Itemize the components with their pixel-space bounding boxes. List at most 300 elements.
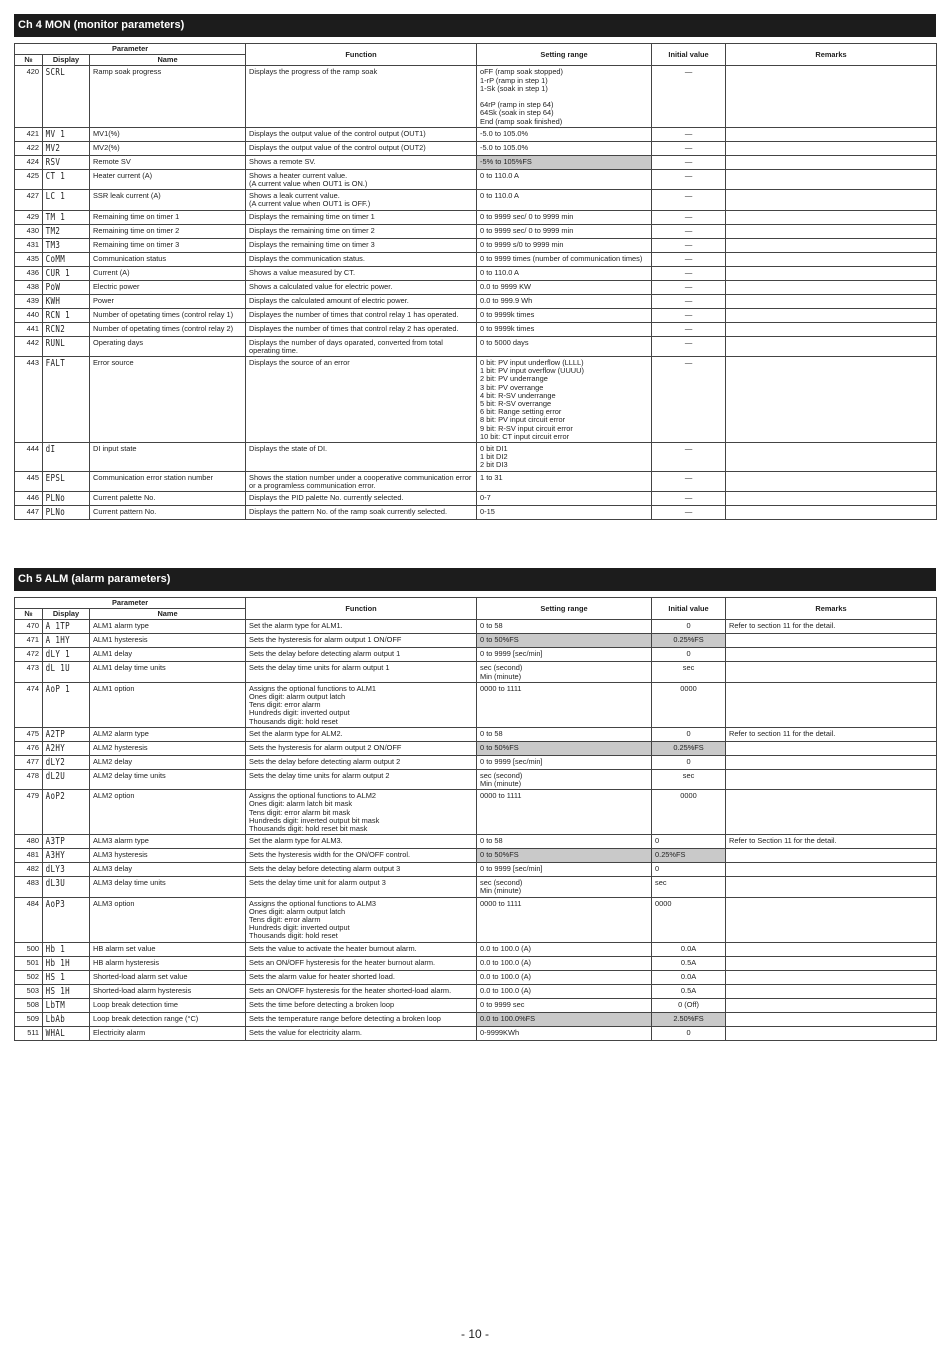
parameter-function: Displays the state of DI. <box>246 443 477 472</box>
parameter-number: 475 <box>15 727 43 741</box>
parameter-initial-value: 2.50%FS <box>652 1012 726 1026</box>
parameter-initial-value: — <box>652 471 726 491</box>
parameter-remarks <box>726 492 937 506</box>
parameter-display-code: CUR 1 <box>43 266 78 280</box>
parameter-function: Displays the PID palette No. currently selected. <box>246 492 477 506</box>
table-row <box>15 471 937 491</box>
table-row <box>15 877 937 897</box>
parameter-number: 444 <box>15 443 43 472</box>
parameter-name: ALM2 delay <box>90 755 246 769</box>
parameter-function: Displays the output value of the control output (OUT1) <box>246 127 477 141</box>
table-row <box>15 336 937 356</box>
parameter-name: Heater current (A) <box>90 169 246 189</box>
function-header: Function <box>246 598 477 620</box>
parameter-setting-range: -5.0 to 105.0% <box>477 141 652 155</box>
ch4-section-header: Ch 4 MON (monitor parameters) <box>14 14 936 37</box>
parameter-name: Remote SV <box>90 155 246 169</box>
table-row <box>15 956 937 970</box>
parameter-function: Sets an ON/OFF hysteresis for the heater shorted-load alarm. <box>246 984 477 998</box>
parameter-function: Sets the alarm value for heater shorted load. <box>246 970 477 984</box>
parameter-remarks <box>726 956 937 970</box>
parameter-display-code: TM 1 <box>43 210 78 224</box>
parameter-initial-value: — <box>652 155 726 169</box>
parameter-remarks <box>726 682 937 727</box>
parameter-remarks: Refer to section 11 for the detail. <box>726 727 937 741</box>
parameter-setting-range: 0 to 9999 sec/ 0 to 9999 min <box>477 224 652 238</box>
parameter-remarks <box>726 634 937 648</box>
parameter-number: 502 <box>15 970 43 984</box>
parameter-setting-range: 0 to 110.0 A <box>477 169 652 189</box>
parameter-function: Displays the communication status. <box>246 252 477 266</box>
parameter-name: HB alarm hysteresis <box>90 956 246 970</box>
parameter-setting-range: 0 to 50%FS <box>477 634 652 648</box>
parameter-number: 425 <box>15 169 43 189</box>
parameter-number: 511 <box>15 1026 43 1040</box>
table-row <box>15 224 937 238</box>
parameter-function: Sets the delay time units for alarm output 2 <box>246 769 477 789</box>
parameter-name: Ramp soak progress <box>90 66 246 127</box>
parameter-name: Shorted-load alarm set value <box>90 970 246 984</box>
parameter-function: Displays the remaining time on timer 1 <box>246 210 477 224</box>
parameter-setting-range: 0 to 58 <box>477 620 652 634</box>
parameter-setting-range: 0 to 9999 [sec/min] <box>477 863 652 877</box>
parameter-display-code: MV 1 <box>43 127 78 141</box>
parameter-initial-value: 0000 <box>652 682 726 727</box>
parameter-remarks <box>726 984 937 998</box>
parameter-display-code: dL2U <box>43 769 78 789</box>
remarks-header: Remarks <box>726 44 937 66</box>
parameter-number: 477 <box>15 755 43 769</box>
parameter-remarks <box>726 190 937 210</box>
parameter-display-code: dLY 1 <box>43 648 78 662</box>
parameter-remarks <box>726 741 937 755</box>
parameter-number: 427 <box>15 190 43 210</box>
parameter-display-code: A2TP <box>43 727 78 741</box>
parameter-number: 424 <box>15 155 43 169</box>
parameter-setting-range: 0 to 9999 sec <box>477 998 652 1012</box>
parameter-number: 480 <box>15 835 43 849</box>
table-row <box>15 769 937 789</box>
parameter-display-code: RCN 1 <box>43 308 78 322</box>
parameter-number: 446 <box>15 492 43 506</box>
table-row <box>15 252 937 266</box>
parameter-display-code: dLY2 <box>43 755 78 769</box>
parameter-name: MV2(%) <box>90 141 246 155</box>
parameter-initial-value: — <box>652 506 726 520</box>
parameter-display-code: A 1HY <box>43 634 78 648</box>
parameter-setting-range: sec (second) Min (minute) <box>477 662 652 682</box>
parameter-name: Loop break detection range (°C) <box>90 1012 246 1026</box>
parameter-function: Displays the remaining time on timer 3 <box>246 238 477 252</box>
parameter-remarks <box>726 443 937 472</box>
table-row <box>15 308 937 322</box>
function-header: Function <box>246 44 477 66</box>
initial-value-header: Initial value <box>652 598 726 620</box>
number-header: № <box>15 55 43 66</box>
parameter-display-code: A3TP <box>43 835 78 849</box>
parameter-initial-value: — <box>652 280 726 294</box>
parameter-setting-range: -5% to 105%FS <box>477 155 652 169</box>
table-row <box>15 942 937 956</box>
parameter-number: 474 <box>15 682 43 727</box>
parameter-function: Assigns the optional functions to ALM3 Ones digit: alarm output latch Tens digit: error alarm Hundreds digit: inverted output Thousands digit: hold reset <box>246 897 477 942</box>
table-row <box>15 727 937 741</box>
parameter-remarks <box>726 662 937 682</box>
parameter-number: 421 <box>15 127 43 141</box>
parameter-function: Displays the number of days oparated, converted from total operating time. <box>246 336 477 356</box>
parameter-initial-value: 0 <box>652 755 726 769</box>
ch4-parameter-table <box>14 43 937 520</box>
parameter-initial-value: 0.0A <box>652 942 726 956</box>
parameter-setting-range: 0 to 9999k times <box>477 322 652 336</box>
table-row <box>15 1012 937 1026</box>
parameter-remarks <box>726 471 937 491</box>
table-row <box>15 506 937 520</box>
ch5-parameter-table <box>14 597 937 1041</box>
parameter-remarks <box>726 942 937 956</box>
parameter-function: Sets the delay time units for alarm output 1 <box>246 662 477 682</box>
parameter-remarks <box>726 322 937 336</box>
setting-range-header: Setting range <box>477 44 652 66</box>
table-row <box>15 238 937 252</box>
table-row <box>15 741 937 755</box>
parameter-name: Current pattern No. <box>90 506 246 520</box>
parameter-name: Loop break detection time <box>90 998 246 1012</box>
parameter-initial-value: 0 <box>652 835 726 849</box>
parameter-function: Shows a calculated value for electric power. <box>246 280 477 294</box>
parameter-initial-value: 0.5A <box>652 956 726 970</box>
parameter-initial-value: — <box>652 266 726 280</box>
parameter-setting-range: 0 to 110.0 A <box>477 266 652 280</box>
table-row <box>15 620 937 634</box>
table-row <box>15 492 937 506</box>
parameter-remarks <box>726 506 937 520</box>
table-row <box>15 970 937 984</box>
parameter-initial-value: 0 <box>652 727 726 741</box>
parameter-initial-value: 0.25%FS <box>652 849 726 863</box>
parameter-number: 481 <box>15 849 43 863</box>
table-row <box>15 648 937 662</box>
parameter-display-code: AoP3 <box>43 897 78 942</box>
parameter-number: 439 <box>15 294 43 308</box>
parameter-remarks: Refer to Section 11 for the detail. <box>726 835 937 849</box>
table-row <box>15 322 937 336</box>
parameter-display-code: FALT <box>43 357 78 443</box>
parameter-setting-range: 0000 to 1111 <box>477 682 652 727</box>
parameter-setting-range: -5.0 to 105.0% <box>477 127 652 141</box>
parameter-remarks <box>726 1026 937 1040</box>
parameter-display-code: dI <box>43 443 78 472</box>
parameter-function: Sets the value for electricity alarm. <box>246 1026 477 1040</box>
parameter-function: Displays the remaining time on timer 2 <box>246 224 477 238</box>
parameter-name: ALM3 hysteresis <box>90 849 246 863</box>
parameter-display-code: Hb 1 <box>43 942 78 956</box>
parameter-name: ALM1 alarm type <box>90 620 246 634</box>
parameter-name: MV1(%) <box>90 127 246 141</box>
parameter-number: 429 <box>15 210 43 224</box>
parameter-setting-range: 0 to 110.0 A <box>477 190 652 210</box>
parameter-function: Set the alarm type for ALM2. <box>246 727 477 741</box>
parameter-initial-value: — <box>652 322 726 336</box>
parameter-name: ALM3 alarm type <box>90 835 246 849</box>
parameter-function: Sets the value to activate the heater burnout alarm. <box>246 942 477 956</box>
parameter-initial-value: — <box>652 141 726 155</box>
parameter-name: SSR leak current (A) <box>90 190 246 210</box>
parameter-display-code: A3HY <box>43 849 78 863</box>
parameter-number: 483 <box>15 877 43 897</box>
parameter-setting-range: 0 to 50%FS <box>477 741 652 755</box>
parameter-setting-range: 0.0 to 999.9 Wh <box>477 294 652 308</box>
parameter-function: Sets the delay before detecting alarm output 3 <box>246 863 477 877</box>
parameter-number: 508 <box>15 998 43 1012</box>
parameter-number: 501 <box>15 956 43 970</box>
parameter-initial-value: 0 <box>652 620 726 634</box>
parameter-initial-value: — <box>652 336 726 356</box>
parameter-function: Assigns the optional functions to ALM2 Ones digit: alarm latch bit mask Tens digit: error alarm bit mask Hundreds digit: inverted output bit mask Thousands digit: hold reset bit mask <box>246 790 477 835</box>
parameter-remarks <box>726 280 937 294</box>
parameter-number: 435 <box>15 252 43 266</box>
parameter-remarks <box>726 266 937 280</box>
parameter-name: ALM3 option <box>90 897 246 942</box>
parameter-display-code: LbAb <box>43 1012 78 1026</box>
parameter-number: 500 <box>15 942 43 956</box>
name-header: Name <box>90 55 246 66</box>
parameter-number: 441 <box>15 322 43 336</box>
table-row <box>15 984 937 998</box>
parameter-display-code: PoW <box>43 280 78 294</box>
parameter-name: Electricity alarm <box>90 1026 246 1040</box>
parameter-initial-value: 0000 <box>652 790 726 835</box>
parameter-name: ALM2 delay time units <box>90 769 246 789</box>
parameter-setting-range: sec (second) Min (minute) <box>477 769 652 789</box>
parameter-remarks <box>726 863 937 877</box>
parameter-name: DI input state <box>90 443 246 472</box>
table-row <box>15 662 937 682</box>
parameter-name: ALM2 option <box>90 790 246 835</box>
parameter-initial-value: sec <box>652 769 726 789</box>
table-row <box>15 634 937 648</box>
parameter-display-code: dL3U <box>43 877 78 897</box>
parameter-function: Set the alarm type for ALM3. <box>246 835 477 849</box>
parameter-remarks <box>726 141 937 155</box>
parameter-display-code: SCRL <box>43 66 78 127</box>
parameter-display-code: dL 1U <box>43 662 78 682</box>
parameter-number: 476 <box>15 741 43 755</box>
parameter-name: Current (A) <box>90 266 246 280</box>
parameter-function: Sets the temperature range before detecting a broken loop <box>246 1012 477 1026</box>
parameter-remarks <box>726 336 937 356</box>
parameter-setting-range: 0.0 to 100.0 (A) <box>477 942 652 956</box>
ch5-table-body <box>15 620 937 1040</box>
parameter-display-code: PLNo <box>43 506 78 520</box>
parameter-display-code: KWH <box>43 294 78 308</box>
parameter-function: Sets the hysteresis for alarm output 2 ON/OFF <box>246 741 477 755</box>
parameter-display-code: CoMM <box>43 252 78 266</box>
parameter-remarks <box>726 308 937 322</box>
initial-value-header: Initial value <box>652 44 726 66</box>
parameter-initial-value: — <box>652 224 726 238</box>
parameter-function: Assigns the optional functions to ALM1 Ones digit: alarm output latch Tens digit: error alarm Hundreds digit: inverted output Thousands digit: hold reset <box>246 682 477 727</box>
parameter-setting-range: 0 to 9999 [sec/min] <box>477 648 652 662</box>
parameter-initial-value: 0.25%FS <box>652 634 726 648</box>
parameter-name: Communication error station number <box>90 471 246 491</box>
parameter-initial-value: — <box>652 238 726 252</box>
parameter-number: 503 <box>15 984 43 998</box>
parameter-function: Sets the time before detecting a broken loop <box>246 998 477 1012</box>
parameter-setting-range: 0 to 58 <box>477 835 652 849</box>
parameter-function: Shows a value measured by CT. <box>246 266 477 280</box>
parameter-setting-range: 0-7 <box>477 492 652 506</box>
parameter-display-code: A2HY <box>43 741 78 755</box>
parameter-remarks <box>726 169 937 189</box>
parameter-function: Sets an ON/OFF hysteresis for the heater burnout alarm. <box>246 956 477 970</box>
table-row <box>15 141 937 155</box>
parameter-function: Displayes the number of times that control relay 2 has operated. <box>246 322 477 336</box>
parameter-initial-value: 0 <box>652 1026 726 1040</box>
parameter-remarks <box>726 238 937 252</box>
parameter-initial-value: — <box>652 190 726 210</box>
parameter-number: 440 <box>15 308 43 322</box>
parameter-name: Remaining time on timer 2 <box>90 224 246 238</box>
parameter-remarks <box>726 210 937 224</box>
parameter-initial-value: — <box>652 492 726 506</box>
parameter-function: Shows a heater current value. (A current value when OUT1 is ON.) <box>246 169 477 189</box>
parameter-display-code: AoP2 <box>43 790 78 835</box>
parameter-setting-range: 0 to 9999 [sec/min] <box>477 755 652 769</box>
parameter-setting-range: 0 bit DI1 1 bit DI2 2 bit DI3 <box>477 443 652 472</box>
parameter-initial-value: — <box>652 308 726 322</box>
parameter-display-code: A 1TP <box>43 620 78 634</box>
parameter-setting-range: oFF (ramp soak stopped) 1-rP (ramp in step 1) 1-Sk (soak in step 1) 64rP (ramp in step 64) 64Sk (soak in step 64) End (ramp soak finished) <box>477 66 652 127</box>
parameter-initial-value: 0.0A <box>652 970 726 984</box>
parameter-number: 470 <box>15 620 43 634</box>
parameter-remarks <box>726 769 937 789</box>
parameter-function: Displays the output value of the control output (OUT2) <box>246 141 477 155</box>
table-row <box>15 127 937 141</box>
parameter-function: Displays the calculated amount of electric power. <box>246 294 477 308</box>
table-row <box>15 755 937 769</box>
parameter-display-code: RUNL <box>43 336 78 356</box>
parameter-number: 471 <box>15 634 43 648</box>
parameter-initial-value: 0000 <box>652 897 726 942</box>
parameter-initial-value: — <box>652 357 726 443</box>
parameter-setting-range: sec (second) Min (minute) <box>477 877 652 897</box>
parameter-initial-value: — <box>652 252 726 266</box>
table-row <box>15 897 937 942</box>
parameter-remarks <box>726 127 937 141</box>
parameter-setting-range: 0 bit: PV input underflow (LLLL) 1 bit: PV input overflow (UUUU) 2 bit: PV underrange 3 bit: PV overrange 4 bit: R-SV underrange 5 bit: R-SV overrange 6 bit: Range setting error 8 bit: PV input circuit error 9 bit: R-SV input circuit error 10 bit: CT input circuit error <box>477 357 652 443</box>
parameter-number: 442 <box>15 336 43 356</box>
parameter-initial-value: — <box>652 294 726 308</box>
table-row <box>15 682 937 727</box>
number-header: № <box>15 609 43 620</box>
parameter-display-code: MV2 <box>43 141 78 155</box>
parameter-number: 479 <box>15 790 43 835</box>
parameter-remarks <box>726 648 937 662</box>
table-row <box>15 280 937 294</box>
parameter-setting-range: 1 to 31 <box>477 471 652 491</box>
parameter-initial-value: — <box>652 210 726 224</box>
parameter-display-code: RCN2 <box>43 322 78 336</box>
parameter-function: Shows the station number under a cooperative communication error or a programless communication error. <box>246 471 477 491</box>
parameter-number: 473 <box>15 662 43 682</box>
parameter-function: Displays the source of an error <box>246 357 477 443</box>
parameter-initial-value: 0.5A <box>652 984 726 998</box>
parameter-remarks <box>726 1012 937 1026</box>
parameter-display-code: TM2 <box>43 224 78 238</box>
parameter-number: 431 <box>15 238 43 252</box>
parameter-name: ALM1 option <box>90 682 246 727</box>
parameter-number: 484 <box>15 897 43 942</box>
parameter-number: 482 <box>15 863 43 877</box>
parameter-function: Set the alarm type for ALM1. <box>246 620 477 634</box>
table-row <box>15 266 937 280</box>
parameter-remarks <box>726 224 937 238</box>
parameter-setting-range: 0 to 9999 times (number of communication times) <box>477 252 652 266</box>
table-row <box>15 66 937 127</box>
parameter-display-code: HS 1 <box>43 970 78 984</box>
parameter-setting-range: 0 to 9999k times <box>477 308 652 322</box>
parameter-display-code: EPSL <box>43 471 78 491</box>
parameter-setting-range: 0 to 9999 s/0 to 9999 min <box>477 238 652 252</box>
parameter-remarks <box>726 849 937 863</box>
parameter-remarks <box>726 877 937 897</box>
parameter-display-code: TM3 <box>43 238 78 252</box>
parameter-remarks <box>726 790 937 835</box>
table-row <box>15 443 937 472</box>
parameter-name: Electric power <box>90 280 246 294</box>
parameter-function: Shows a leak current value. (A current value when OUT1 is OFF.) <box>246 190 477 210</box>
table-row <box>15 998 937 1012</box>
parameter-display-code: Hb 1H <box>43 956 78 970</box>
name-header: Name <box>90 609 246 620</box>
setting-range-header: Setting range <box>477 598 652 620</box>
parameter-display-code: LC 1 <box>43 190 78 210</box>
page-number: - 10 - <box>460 1327 489 1341</box>
remarks-header: Remarks <box>726 598 937 620</box>
parameter-group-header: Parameter <box>15 44 246 55</box>
parameter-name: Remaining time on timer 3 <box>90 238 246 252</box>
parameter-setting-range: 0.0 to 9999 KW <box>477 280 652 294</box>
parameter-number: 447 <box>15 506 43 520</box>
parameter-setting-range: 0000 to 1111 <box>477 790 652 835</box>
parameter-number: 445 <box>15 471 43 491</box>
parameter-number: 422 <box>15 141 43 155</box>
parameter-function: Displays the progress of the ramp soak <box>246 66 477 127</box>
parameter-group-header: Parameter <box>15 598 246 609</box>
parameter-name: ALM1 hysteresis <box>90 634 246 648</box>
parameter-setting-range: 0 to 58 <box>477 727 652 741</box>
parameter-function: Sets the delay time unit for alarm output 3 <box>246 877 477 897</box>
parameter-name: ALM1 delay <box>90 648 246 662</box>
parameter-function: Shows a remote SV. <box>246 155 477 169</box>
parameter-function: Sets the hysteresis for alarm output 1 ON/OFF <box>246 634 477 648</box>
parameter-display-code: dLY3 <box>43 863 78 877</box>
parameter-setting-range: 0.0 to 100.0 (A) <box>477 956 652 970</box>
parameter-name: Error source <box>90 357 246 443</box>
parameter-name: Remaining time on timer 1 <box>90 210 246 224</box>
parameter-setting-range: 0 to 50%FS <box>477 849 652 863</box>
parameter-function: Sets the hysteresis width for the ON/OFF control. <box>246 849 477 863</box>
parameter-setting-range: 0-9999KWh <box>477 1026 652 1040</box>
parameter-remarks: Refer to section 11 for the detail. <box>726 620 937 634</box>
parameter-initial-value: — <box>652 443 726 472</box>
parameter-number: 436 <box>15 266 43 280</box>
parameter-function: Sets the delay before detecting alarm output 2 <box>246 755 477 769</box>
table-row <box>15 835 937 849</box>
parameter-remarks <box>726 755 937 769</box>
parameter-remarks <box>726 970 937 984</box>
